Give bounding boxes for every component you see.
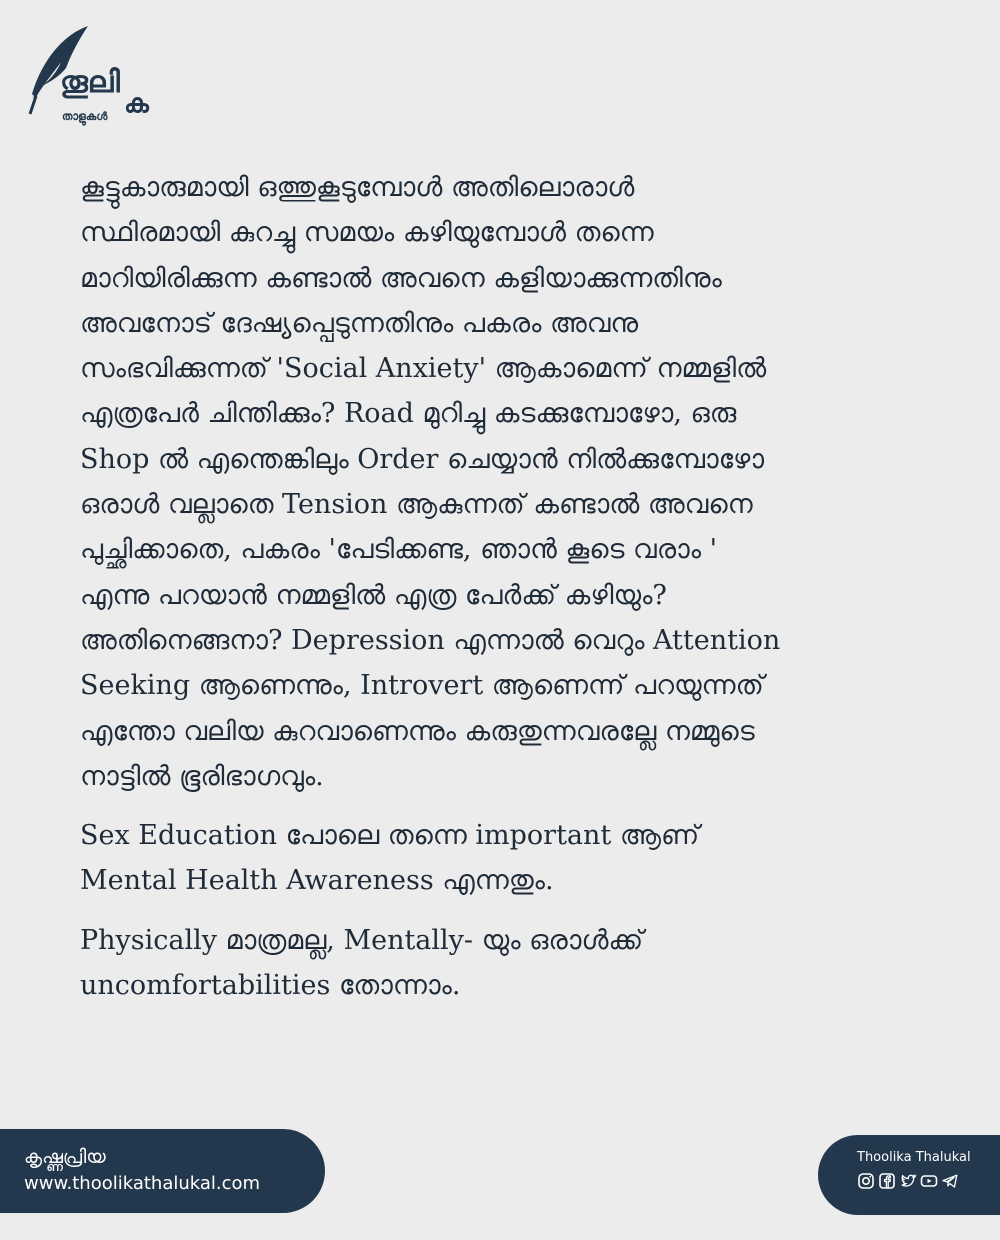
text-line: എന്നു പറയാൻ നമ്മളിൽ എത്ര പേർക്ക് കഴിയും? [80,579,667,611]
quill-logo-icon [24,22,154,132]
text-line: പുച്ഛിക്കാതെ, പകരം 'പേടിക്കണ്ട, ഞാൻ കൂടെ വരാം ' [80,534,718,566]
author-name: കൃഷ്ണപ്രിയ [24,1146,106,1168]
twitter-icon[interactable] [899,1172,917,1190]
facebook-icon[interactable] [878,1172,896,1190]
paragraph-physically-mentally [80,918,940,1009]
article-body [80,165,940,1022]
text-line: സംഭവിക്കുന്നത് 'Social Anxiety' ആകാമെന്ന് നമ്മളിൽ [80,353,767,385]
text-line: Physically മാത്രമല്ല, Mentally- യും ഒരാൾക്ക് [80,924,644,956]
text-line: ഒരാൾ വല്ലാതെ Tension ആകുന്നത് കണ്ടാൽ അവനെ [80,489,753,521]
logo-text-top: തൂലി [60,65,120,100]
telegram-icon[interactable] [941,1172,959,1190]
text-line: Mental Health Awareness എന്നതും. [80,865,554,897]
paragraph-social-anxiety [80,165,940,799]
text-line: Shop ൽ എന്തെങ്കിലും Order ചെയ്യാൻ നിൽക്കുമ്പോഴോ [80,443,765,475]
social-footer [818,1135,1000,1215]
text-line: Seeking ആണെന്നും, Introvert ആണെന്ന് പറയുന്നത് [80,670,764,702]
text-line: സ്ഥിരമായി കുറച്ചു സമയം കഴിയുമ്പോൾ തന്നെ [80,217,654,249]
social-links [857,1172,959,1190]
paragraph-sex-education [80,813,940,904]
text-line: എന്തോ വലിയ കുറവാണെന്നും കരുതുന്നവരല്ലേ നമ്മുടെ [80,715,755,747]
brand-name: Thoolika Thalukal [857,1150,971,1165]
instagram-icon[interactable] [857,1172,875,1190]
logo-text-bottom: താളുകൾ [62,110,108,123]
thoolika-logo [24,22,154,132]
text-line: മാറിയിരിക്കുന്ന കണ്ടാൽ അവനെ കളിയാക്കുന്നതിനും [80,262,722,294]
text-line: uncomfortabilities തോന്നാം. [80,970,461,1002]
text-line: അതിനെങ്ങനാ? Depression എന്നാൽ വെറും Attention [80,624,781,656]
text-line: നാട്ടിൽ ഭൂരിഭാഗവും. [80,760,324,792]
text-line: അവനോട് ദേഷ്യപ്പെടുന്നതിനും പകരം അവനു [80,307,639,339]
text-line: കൂട്ടുകാരുമായി ഒത്തുകൂടുമ്പോൾ അതിലൊരാൾ [80,172,635,203]
logo-text-side: ക [124,89,149,119]
text-line: Sex Education പോലെ തന്നെ important ആണ് [80,820,700,852]
youtube-icon[interactable] [920,1172,938,1190]
author-footer [0,1129,325,1213]
text-line: എത്രപേർ ചിന്തിക്കും? Road മുറിച്ചു കടക്കുമ്പോഴോ, ഒരു [80,398,737,430]
website-link[interactable]: www.thoolikathalukal.com [24,1173,261,1194]
